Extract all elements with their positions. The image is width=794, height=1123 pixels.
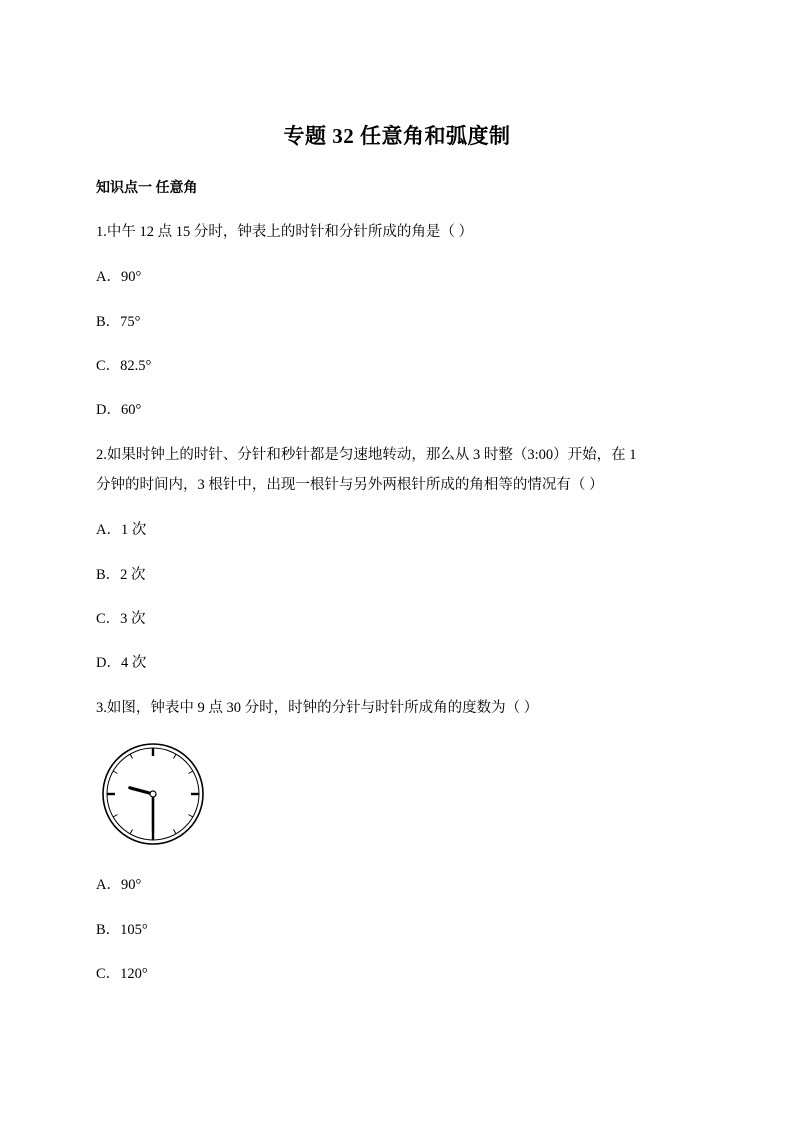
clock-center-pin xyxy=(150,791,156,797)
clock-minor-tick xyxy=(174,754,177,758)
question-2-stem-line-1: 2.如果时钟上的时针、分针和秒针都是匀速地转动，那么从 3 时整（3:00）开始，在 1 xyxy=(96,447,637,463)
question-2-option-c: C．3 次 xyxy=(96,611,146,627)
question-1-stem: 1.中午 12 点 15 分时，钟表上的时针和分针所成的角是（ ） xyxy=(96,224,473,240)
question-3-option-c: C．120° xyxy=(96,966,148,982)
clock-minor-tick xyxy=(174,830,177,834)
clock-minor-tick xyxy=(189,771,193,774)
section-heading: 知识点一 任意角 xyxy=(96,181,198,196)
question-2-option-d: D．4 次 xyxy=(96,655,147,671)
question-1-option-c: C．82.5° xyxy=(96,358,152,374)
question-2-option-a: A．1 次 xyxy=(96,522,147,538)
question-1-option-d: D．60° xyxy=(96,402,142,418)
clock-minor-tick xyxy=(113,771,117,774)
page-title: 专题 32 任意角和弧度制 xyxy=(283,124,511,148)
clock-minor-tick xyxy=(130,754,133,758)
clock-minor-tick xyxy=(113,815,117,818)
question-1-option-b: B．75° xyxy=(96,314,141,330)
clock-figure xyxy=(100,741,206,847)
question-2-stem-line-2: 分钟的时间内，3 根针中，出现一根针与另外两根针所成的角相等的情况有（ ） xyxy=(96,477,604,493)
question-1-option-a: A．90° xyxy=(96,269,142,285)
question-3-option-a: A．90° xyxy=(96,877,142,893)
question-3-stem: 3.如图，钟表中 9 点 30 分时，时钟的分针与时针所成角的度数为（ ） xyxy=(96,700,539,716)
clock-minor-tick xyxy=(130,830,133,834)
question-3-option-b: B．105° xyxy=(96,922,148,938)
question-2-option-b: B．2 次 xyxy=(96,567,146,583)
clock-minor-tick xyxy=(189,815,193,818)
